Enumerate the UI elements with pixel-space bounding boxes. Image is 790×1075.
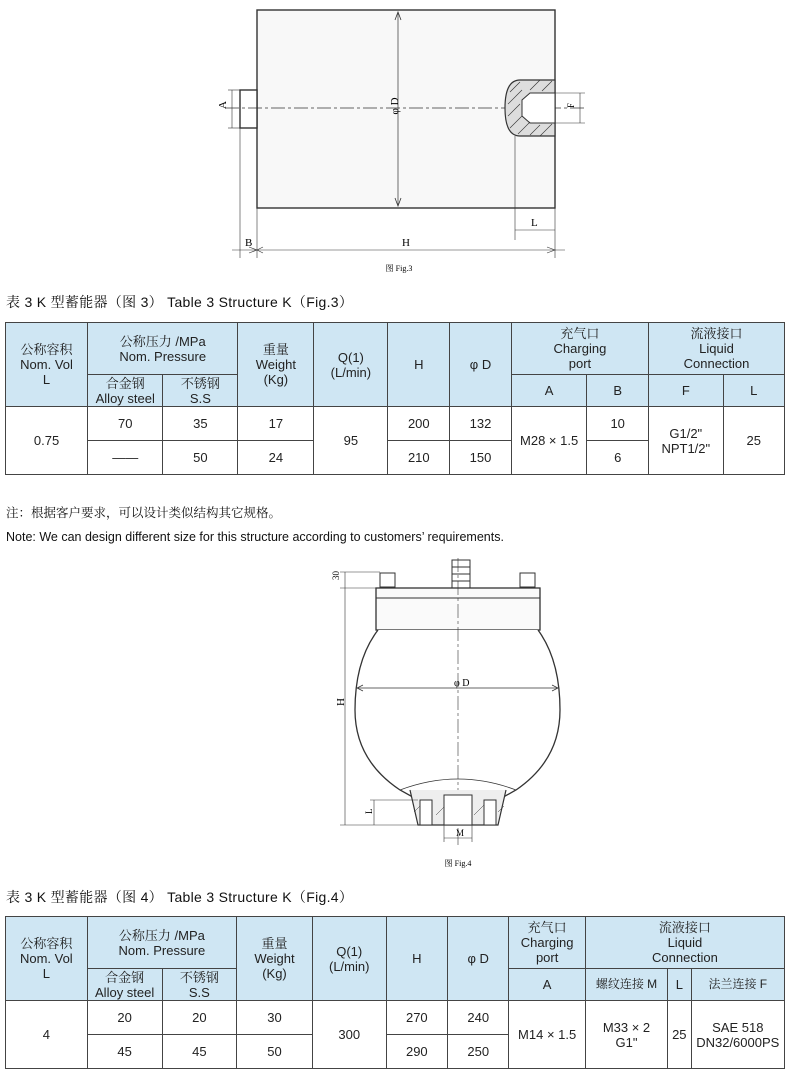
- ss-header: 不锈钢 S.S: [163, 375, 238, 407]
- note-en: Note: We can design different size for this structure according to customers’ requirements.: [6, 530, 504, 544]
- table-cell: 270: [386, 1001, 447, 1035]
- f-header: F: [649, 375, 724, 407]
- table-cell: 25: [668, 1001, 691, 1069]
- pressure-header: 公称压力 /MPa Nom. Pressure: [87, 917, 236, 969]
- table-cell: 35: [163, 407, 238, 441]
- fig3-h-label: H: [402, 237, 410, 249]
- charging-header: 充气口 Charging port: [511, 323, 648, 375]
- ss-header: 不锈钢 S.S: [162, 969, 237, 1001]
- f-header: 法兰连接 F: [691, 969, 784, 1001]
- table-cell: 45: [87, 1035, 162, 1069]
- vol-header: 公称容积 Nom. Vol L: [6, 323, 88, 407]
- charging-header: 充气口 Charging port: [509, 917, 585, 969]
- table-cell: M14 × 1.5: [509, 1001, 585, 1069]
- weight-header: 重量 Weight (Kg): [238, 323, 314, 407]
- table-cell: 210: [388, 441, 450, 475]
- table4: [5, 916, 785, 1069]
- d-header: φ D: [450, 323, 512, 407]
- d-header: φ D: [448, 917, 509, 1001]
- table-cell: 200: [388, 407, 450, 441]
- table-cell: 300: [312, 1001, 386, 1069]
- fig3-drawing: [0, 0, 790, 280]
- fig3-f-label: F: [566, 102, 576, 108]
- fig4-d-label: φ D: [454, 678, 470, 689]
- fig3-caption: 图 Fig.3: [385, 264, 413, 273]
- note-cn: 注：根据客户要求，可以设计类似结构其它规格。: [6, 506, 282, 520]
- b-header: B: [587, 375, 649, 407]
- table-cell: 70: [88, 407, 163, 441]
- l-header: L: [723, 375, 784, 407]
- table-cell: 290: [386, 1035, 447, 1069]
- fig3-l-label: L: [531, 217, 538, 229]
- table-cell: 20: [162, 1001, 237, 1035]
- table-cell: 45: [162, 1035, 237, 1069]
- fig4-h-label: H: [335, 698, 347, 706]
- fig3-a-label: A: [217, 101, 229, 109]
- fig4-m-label: M: [456, 828, 465, 838]
- fig4-drawing: [0, 555, 790, 875]
- table-cell: G1/2" NPT1/2": [649, 407, 724, 475]
- l-header: L: [668, 969, 691, 1001]
- table-cell: 50: [163, 441, 238, 475]
- table-cell: SAE 518 DN32/6000PS: [691, 1001, 784, 1069]
- fig4-top-label: 30: [331, 571, 341, 580]
- table3-title: 表 3 K 型蓄能器（图 3） Table 3 Structure K（Fig.3）: [6, 294, 354, 310]
- table-cell: 4: [6, 1001, 88, 1069]
- fig3-b-label: B: [245, 237, 253, 249]
- weight-header: 重量 Weight (Kg): [237, 917, 313, 1001]
- table-cell: 6: [587, 441, 649, 475]
- m-header: 螺纹连接 M: [585, 969, 667, 1001]
- a-header: A: [509, 969, 585, 1001]
- table-cell: ——: [88, 441, 163, 475]
- pressure-header: 公称压力 /MPa Nom. Pressure: [88, 323, 238, 375]
- a-header: A: [511, 375, 586, 407]
- h-header: H: [386, 917, 447, 1001]
- alloy-header: 合金钢 Alloy steel: [88, 375, 163, 407]
- table-cell: M33 × 2 G1": [585, 1001, 667, 1069]
- fig3-d-label: φ D: [389, 97, 401, 115]
- fig4-l-label: L: [364, 808, 374, 814]
- table-cell: 240: [448, 1001, 509, 1035]
- table-cell: 10: [587, 407, 649, 441]
- table-cell: 250: [448, 1035, 509, 1069]
- table-cell: M28 × 1.5: [511, 407, 586, 475]
- fig4-caption: 图 Fig.4: [444, 859, 472, 868]
- table3: [5, 322, 785, 475]
- liquid-header: 流液接口 Liquid Connection: [585, 917, 784, 969]
- alloy-header: 合金钢 Alloy steel: [87, 969, 162, 1001]
- liquid-header: 流液接口 Liquid Connection: [649, 323, 785, 375]
- table-cell: 50: [237, 1035, 313, 1069]
- h-header: H: [388, 323, 450, 407]
- table4-title: 表 3 K 型蓄能器（图 4） Table 3 Structure K（Fig.4）: [6, 889, 354, 905]
- table-cell: 132: [450, 407, 512, 441]
- table-cell: 0.75: [6, 407, 88, 475]
- q-header: Q(1) (L/min): [314, 323, 388, 407]
- table-cell: 20: [87, 1001, 162, 1035]
- table-cell: 95: [314, 407, 388, 475]
- vol-header: 公称容积 Nom. Vol L: [6, 917, 88, 1001]
- q-header: Q(1) (L/min): [312, 917, 386, 1001]
- table-cell: 150: [450, 441, 512, 475]
- table-cell: 24: [238, 441, 314, 475]
- table-cell: 17: [238, 407, 314, 441]
- table-cell: 30: [237, 1001, 313, 1035]
- table-cell: 25: [723, 407, 784, 475]
